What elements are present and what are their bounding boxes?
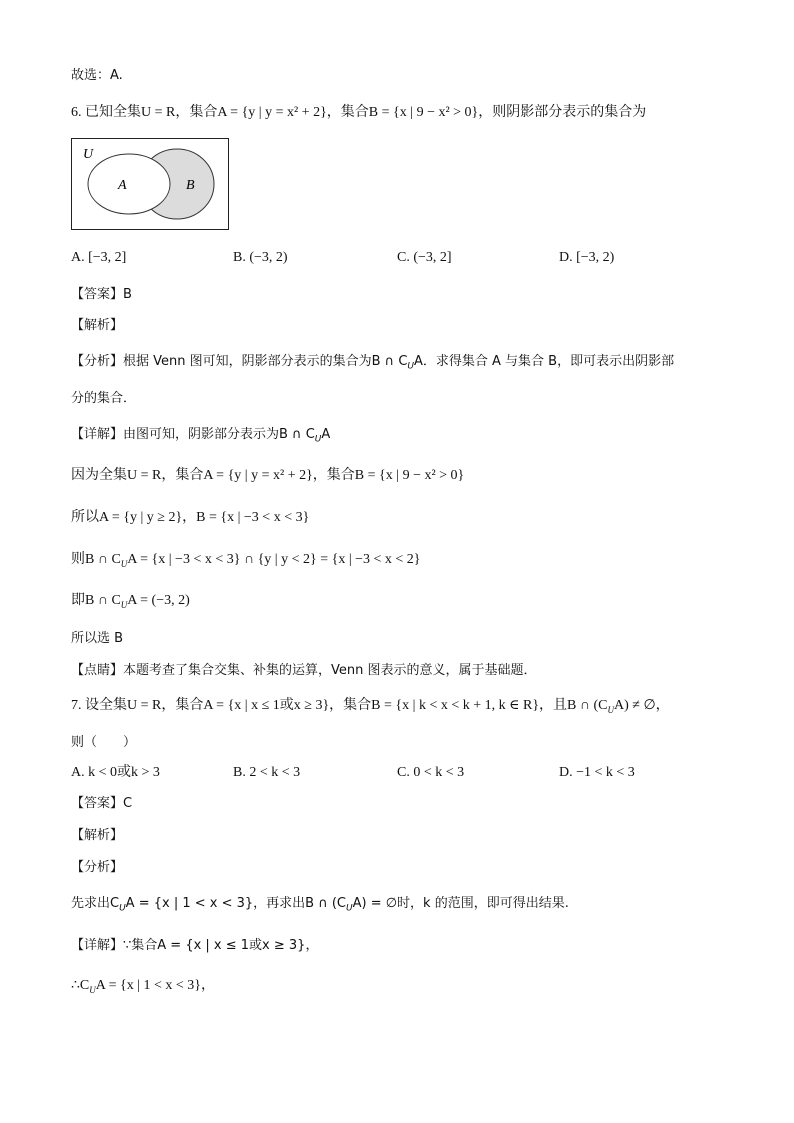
text-line-conclusion: 故选：A. <box>71 68 123 83</box>
venn-diagram <box>71 138 229 230</box>
q7-option-d[interactable]: D. −1 < k < 3 <box>559 765 635 780</box>
q7-answer: 【答案】C <box>71 796 133 811</box>
question-6-stem: 6. 已知全集U = R，集合A = {y | y = x² + 2}，集合B = {x | 9 − x² > 0}，则阴影部分表示的集合为 <box>71 105 647 120</box>
set-b-label: B <box>186 178 195 193</box>
q7-option-b[interactable]: B. 2 < k < 3 <box>233 765 301 780</box>
question-7-stem: 7. 设全集U = R，集合A = {x | x ≤ 1或x ≥ 3}，集合B = {x | k < x < k + 1, k ∈ R}，且B ∩ $(C_UA)$ ≠ ∅， <box>71 698 670 715</box>
q6-analysis-heading: 【解析】 <box>71 318 124 333</box>
q7-analysis-heading: 【解析】 <box>71 828 124 843</box>
q6-detail-line-5: 即B ∩ $C_UA = (-3$, 2) <box>71 593 190 610</box>
q7-detail-line-2: $\therefore C_UA = \{x$ | 1 < x < 3}， <box>71 978 216 995</box>
q6-answer: 【答案】B <box>71 287 132 302</box>
q6-detail-line-2: 因为全集U = R，集合A = {y | y = x² + 2}，集合B = {x | 9 − x² > 0} <box>71 468 465 483</box>
q7-option-c[interactable]: C. 0 < k < 3 <box>397 765 465 780</box>
q7-fenxi-heading: 【分析】 <box>71 860 124 875</box>
q6-option-a[interactable]: A. [−3, 2] <box>71 250 127 265</box>
q6-option-d[interactable]: D. [−3, 2) <box>559 250 615 265</box>
q6-analysis-line-1: 【分析】根据 Venn 图可知，阴影部分表示的集合为B ∩ $C_UA$．求得集合 A 与集合 B，即可表示出阴影部 <box>71 354 675 372</box>
q7-option-a[interactable]: A. k < 0或k > 3 <box>71 765 160 780</box>
q6-option-b[interactable]: B. (−3, 2) <box>233 250 288 265</box>
set-a-ellipse <box>88 154 170 214</box>
q6-option-c[interactable]: C. (−3, 2] <box>397 250 452 265</box>
question-7-stem-cont: 则（ ） <box>71 735 137 750</box>
universe-label: U <box>83 147 94 162</box>
set-a-label: A <box>118 178 127 193</box>
q6-detail-line-4: 则B ∩ $C_UA = \{x$ | −3 < x < 3} ∩ {y | y < 2} = {x | −3 < x < 2} <box>71 552 421 569</box>
q6-analysis-line-2: 分的集合． <box>71 391 137 406</box>
q6-detail-line-1: 【详解】由图可知，阴影部分表示为B ∩ $C_UA$ <box>71 427 331 445</box>
q6-comment: 【点睛】本题考查了集合交集、补集的运算，Venn 图表示的意义，属于基础题． <box>71 663 537 678</box>
q6-detail-line-3: 所以A = {y | y ≥ 2}，B = {x | −3 < x < 3} <box>71 510 310 525</box>
q7-detail-line-1: 【详解】∵集合A = {x | x ≤ 1或x ≥ 3}， <box>71 938 319 953</box>
q7-analysis-line: 先求出$C_UA = \{x$ | 1 < x < 3}，再求出B ∩ $(C_UA)$ = ∅时，k 的范围，即可得出结果. <box>71 896 569 914</box>
q6-detail-line-6: 所以选 B <box>71 631 124 646</box>
